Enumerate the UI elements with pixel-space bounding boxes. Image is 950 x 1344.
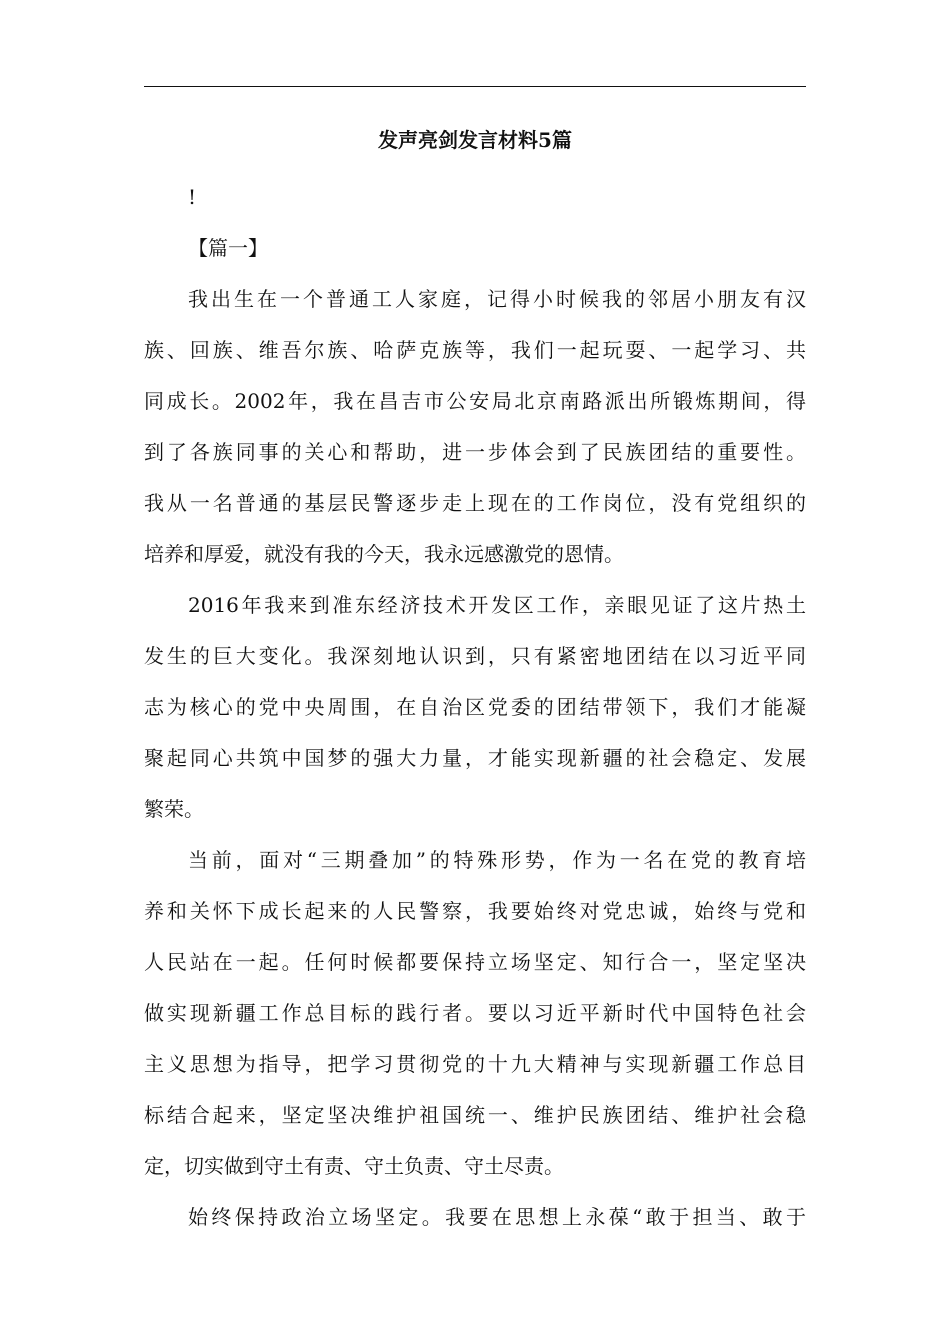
paragraph-line: 我出生在一个普通工人家庭，记得小时候我的邻居小朋友有汉	[188, 287, 806, 311]
paragraph-line: 同成长。2002年，我在昌吉市公安局北京南路派出所锻炼期间，得	[144, 389, 806, 413]
paragraph-line: 繁荣。	[144, 797, 204, 821]
paragraph-line: 族、回族、维吾尔族、哈萨克族等，我们一起玩耍、一起学习、共	[144, 338, 806, 362]
paragraph-line: 养和关怀下成长起来的人民警察，我要始终对党忠诚，始终与党和	[144, 899, 806, 923]
document-title: 发声亮剑发言材料5篇	[378, 128, 572, 152]
paragraph-line: 标结合起来，坚定坚决维护祖国统一、维护民族团结、维护社会稳	[144, 1103, 806, 1127]
paragraph-line: 2016年我来到准东经济技术开发区工作，亲眼见证了这片热土	[188, 593, 806, 617]
paragraph-1	[144, 274, 806, 580]
paragraph-line: 定，切实做到守土有责、守土负责、守土尽责。	[144, 1154, 564, 1178]
paragraph-line: 我从一名普通的基层民警逐步走上现在的工作岗位，没有党组织的	[144, 491, 806, 515]
paragraph-line: 人民站在一起。任何时候都要保持立场坚定、知行合一，坚定坚决	[144, 950, 806, 974]
paragraph-line: 发生的巨大变化。我深刻地认识到，只有紧密地团结在以习近平同	[144, 644, 806, 668]
paragraph-3	[144, 835, 806, 1192]
paragraph-line: 到了各族同事的关心和帮助，进一步体会到了民族团结的重要性。	[144, 440, 806, 464]
paragraph-line: 培养和厚爱，就没有我的今天，我永远感激党的恩情。	[144, 542, 624, 566]
document-body	[144, 172, 806, 1243]
paragraph-4	[144, 1192, 806, 1243]
paragraph-line: 聚起同心共筑中国梦的强大力量，才能实现新疆的社会稳定、发展	[144, 746, 806, 770]
paragraph-line: 当前，面对“三期叠加”的特殊形势，作为一名在党的教育培	[188, 848, 806, 872]
paragraph-line: 始终保持政治立场坚定。我要在思想上永葆“敢于担当、敢于	[188, 1205, 806, 1229]
exclamation-line: !	[188, 185, 197, 209]
header-rule	[144, 86, 806, 87]
paragraph-line: 做实现新疆工作总目标的践行者。要以习近平新时代中国特色社会	[144, 1001, 806, 1025]
paragraph-2	[144, 580, 806, 835]
section-heading: 【篇一】	[188, 236, 268, 260]
paragraph-line: 主义思想为指导，把学习贯彻党的十九大精神与实现新疆工作总目	[144, 1052, 806, 1076]
paragraph-line: 志为核心的党中央周围，在自治区党委的团结带领下，我们才能凝	[144, 695, 806, 719]
